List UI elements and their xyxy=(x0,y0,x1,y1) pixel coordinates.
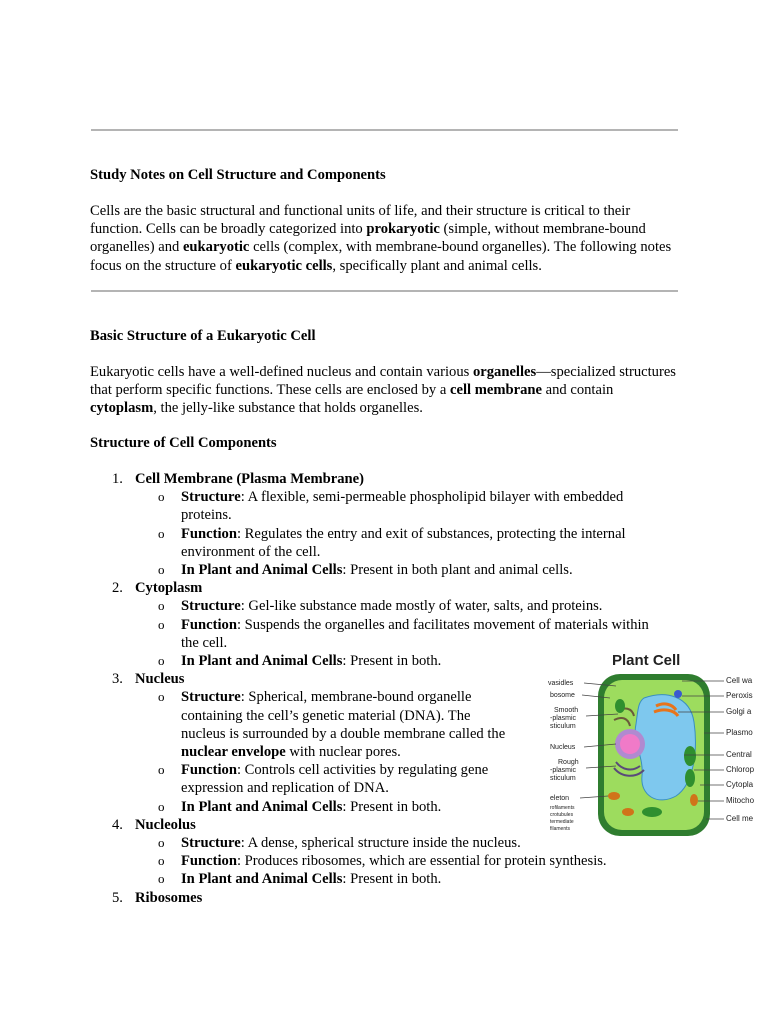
basic-structure-paragraph: Eukaryotic cells have a well-defined nucleus and contain various organelles—specialized structures that perform specific functions. These cells are enclosed by a cell membrane and contain cytoplasm, the jelly-like substance that holds organelles. xyxy=(90,364,676,417)
middle-divider xyxy=(91,290,678,292)
chloroplast-shape xyxy=(642,807,662,817)
svg-text:Peroxis: Peroxis xyxy=(726,691,753,700)
list-subitem: o Structure: A dense, spherical structure inside the nucleus. xyxy=(158,835,521,852)
list-subitem: o Function: Controls cell activities by regulating gene expression and replication of DNA. xyxy=(158,762,489,797)
svg-text:termediate: termediate xyxy=(550,819,574,825)
top-divider xyxy=(91,129,678,131)
list-subitem: o Structure: Spherical, membrane-bound organelle containing the cell’s genetic material (DNA). The nucleus is surrounded by a double membrane called the nuclear envelope with nuclear pores. xyxy=(158,689,506,761)
svg-text:crotubules: crotubules xyxy=(550,812,574,818)
svg-text:Chlorop: Chlorop xyxy=(726,765,755,774)
list-item: 5. Ribosomes xyxy=(112,889,203,906)
svg-text:Smooth: Smooth xyxy=(554,707,579,714)
list-subitem: o Function: Regulates the entry and exit of substances, protecting the internal environment of the cell. xyxy=(158,525,626,560)
svg-text:vasidles: vasidles xyxy=(548,680,574,687)
list-subitem: o Structure: A flexible, semi-permeable phospholipid bilayer with embedded proteins. xyxy=(158,489,624,524)
plant-cell-figure xyxy=(544,646,768,842)
mitochondrion-shape xyxy=(622,808,634,816)
section-heading-components: Structure of Cell Components xyxy=(90,435,277,451)
list-subitem: o In Plant and Animal Cells: Present in both. xyxy=(158,653,442,670)
plant-cell-diagram xyxy=(544,646,768,842)
svg-text:Nucleus: Nucleus xyxy=(550,744,576,751)
svg-text:Plasmo: Plasmo xyxy=(726,728,753,737)
svg-text:Cytopla: Cytopla xyxy=(726,780,754,789)
svg-text:sticulum: sticulum xyxy=(550,775,576,782)
svg-text:-plasmic: -plasmic xyxy=(550,767,577,774)
svg-text:rofilaments: rofilaments xyxy=(550,805,575,811)
nucleolus-shape xyxy=(620,734,640,754)
peroxisome-shape xyxy=(674,690,682,698)
list-item: 1. Cell Membrane (Plasma Membrane) xyxy=(112,471,364,487)
list-subitem: o Function: Suspends the organelles and facilitates movement of materials within the cell. xyxy=(158,616,649,651)
list-item: 2. Cytoplasm xyxy=(112,580,203,597)
figure-title: Plant Cell xyxy=(612,652,681,669)
list-item: 4. Nucleolus xyxy=(112,816,196,833)
list-subitem: o Structure: Gel-like substance made mostly of water, salts, and proteins. xyxy=(158,598,603,615)
svg-text:Central: Central xyxy=(726,750,752,759)
svg-text:Golgi a: Golgi a xyxy=(726,707,752,716)
list-subitem: o In Plant and Animal Cells: Present in both. xyxy=(158,871,442,888)
list-subitem: o In Plant and Animal Cells: Present in both. xyxy=(158,798,442,815)
list-subitem: o Function: Produces ribosomes, which are essential for protein synthesis. xyxy=(158,853,607,870)
svg-text:eleton: eleton xyxy=(550,795,570,802)
mitochondrion-shape xyxy=(608,792,620,800)
chloroplast-shape xyxy=(615,699,625,713)
list-subitem: o In Plant and Animal Cells: Present in both plant and animal cells. xyxy=(158,562,573,579)
svg-text:-plasmic: -plasmic xyxy=(550,715,577,722)
intro-paragraph: Cells are the basic structural and functional units of life, and their structure is critical to their function. Cells can be broadly categorized into prokaryotic (simple, without membrane-bound organelles) and eukaryotic cells (complex, with membrane-bound organelles). The following notes focus on the structure of eukaryotic cells, specifically plant and animal cells. xyxy=(90,203,672,274)
svg-text:Cell me: Cell me xyxy=(726,814,754,823)
chloroplast-shape xyxy=(684,746,696,766)
svg-text:Cell wa: Cell wa xyxy=(726,676,753,685)
page-title: Study Notes on Cell Structure and Components xyxy=(90,167,386,183)
svg-text:Rough: Rough xyxy=(558,759,579,766)
svg-text:sticulum: sticulum xyxy=(550,723,576,730)
list-item: 3. Nucleus xyxy=(112,671,185,688)
svg-text:Mitocho: Mitocho xyxy=(726,796,755,805)
section-heading-basic-structure: Basic Structure of a Eukaryotic Cell xyxy=(90,328,316,344)
chloroplast-shape xyxy=(685,769,695,787)
mitochondrion-shape xyxy=(690,794,698,806)
svg-text:bosome: bosome xyxy=(550,692,575,699)
svg-text:filaments: filaments xyxy=(550,826,571,832)
